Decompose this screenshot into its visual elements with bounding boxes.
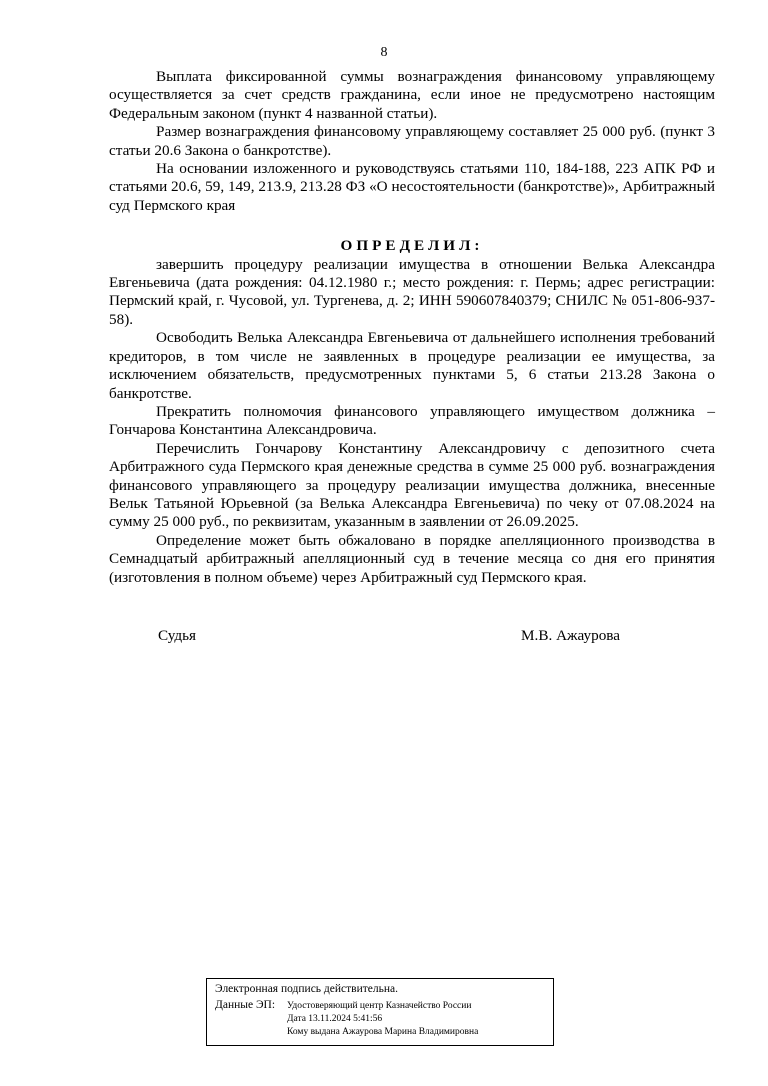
esig-date: Дата 13.11.2024 5:41:56 xyxy=(287,1014,383,1024)
electronic-signature-stamp xyxy=(206,978,554,1046)
paragraph-remuneration-amount: Размер вознаграждения финансовому управляющему составляет 25 000 руб. (пункт 3 статьи 20.6 Закона о банкротстве). xyxy=(109,123,715,159)
esig-issuer: Удостоверяющий центр Казначейство России xyxy=(287,1001,472,1011)
judge-signature-row xyxy=(158,627,620,645)
decision-paragraph-appeal: Определение может быть обжаловано в порядке апелляционного производства в Семнадцатый арбитражный апелляционный суд в течение месяца со дня его принятия (изготовления в полном объеме) через Арбитражный суд Пермского края. xyxy=(109,531,715,586)
esig-title: Электронная подпись действительна. xyxy=(215,983,398,995)
decision-paragraph-complete-procedure: завершить процедуру реализации имущества в отношении Велька Александра Евгеньевича (дата рождения: 04.12.1980 г.; место рождения: г. Пермь; адрес регистрации: Пермский край, г. Чусовой, ул. Тургенева, д. 2; ИНН 590607840379; СНИЛС № 051-806-937-58). xyxy=(109,255,715,328)
esig-issued-to: Кому выдана Ажаурова Марина Владимировна xyxy=(287,1027,479,1037)
esig-lines xyxy=(287,999,478,1039)
decision-paragraph-transfer-funds: Перечислить Гончарову Константину Александровичу с депозитного счета Арбитражного суда Пермского края денежные средства в сумме 25 000 руб. вознаграждения финансового управляющего за процедуру реализации имущества должника, внесенные Вельк Татьяной Юрьевной (за Велька Александра Евгеньевича) по чеку от 07.08.2024 на сумму 25 000 руб., по реквизитам, указанным в заявлении от 26.09.2025. xyxy=(109,439,715,531)
document-body xyxy=(109,68,715,587)
decision-paragraph-terminate-powers: Прекратить полномочия финансового управляющего имуществом должника – Гончарова Константина Александровича. xyxy=(109,402,715,439)
esig-details xyxy=(215,999,545,1039)
paragraph-legal-basis: На основании изложенного и руководствуясь статьями 110, 184-188, 223 АПК РФ и статьями 20.6, 59, 149, 213.9, 213.28 ФЗ «О несостоятельности (банкротстве)», Арбитражный суд Пермского края xyxy=(109,160,715,214)
paragraph-remuneration-source: Выплата фиксированной суммы вознаграждения финансовому управляющему осуществляется за счет средств гражданина, если иное не предусмотрено настоящим Федеральным законом (пункт 4 названной статьи). xyxy=(109,68,715,122)
page-number: 8 xyxy=(380,45,388,60)
judge-name: М.В. Ажаурова xyxy=(521,627,620,644)
decision-heading: ОПРЕДЕЛИЛ: xyxy=(340,237,484,255)
judge-role: Судья xyxy=(158,627,197,644)
esig-label: Данные ЭП: xyxy=(215,999,276,1011)
decision-paragraph-release-debtor: Освободить Велька Александра Евгеньевича от дальнейшего исполнения требований кредиторов, в том числе не заявленных в процедуре реализации ее имущества, за исключением обязательств, предусмотренных пунктами 5, 6 статьи 213.28 Закона о банкротстве. xyxy=(109,329,715,402)
spacer xyxy=(109,215,715,233)
